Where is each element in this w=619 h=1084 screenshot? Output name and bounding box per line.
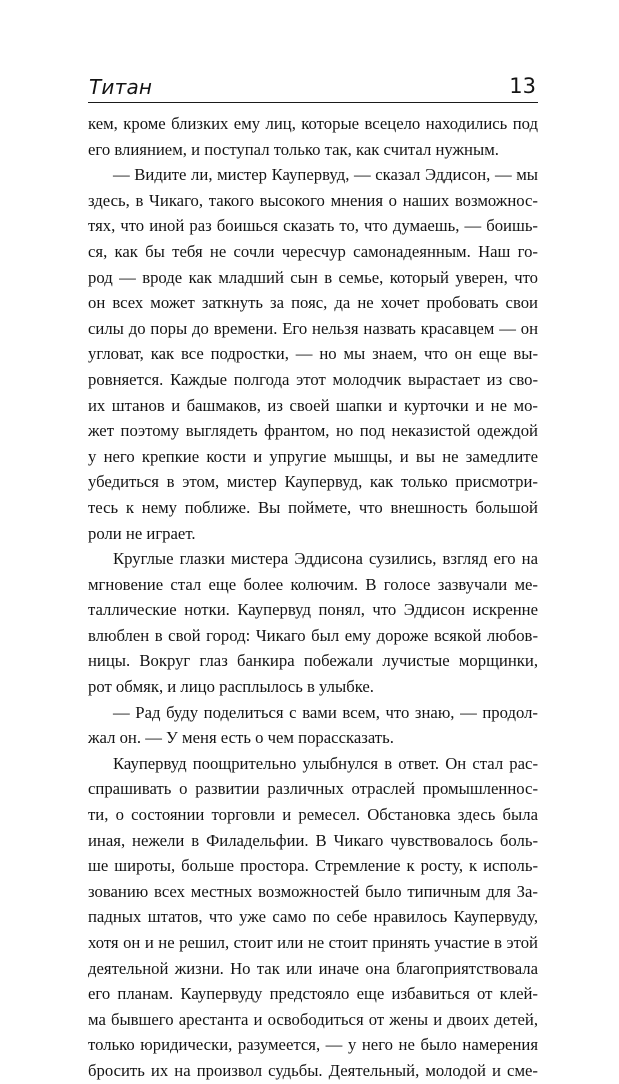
text-line: ровняется. Каждые полгода этот молодчик вырастает из сво- bbox=[88, 369, 538, 389]
text-line: Круглые глазки мистера Эддисона сузились, взгляд его на bbox=[113, 549, 538, 569]
text-line: зованию всех местных возможностей было типичным для За- bbox=[88, 881, 538, 901]
text-line: рот обмяк, и лицо расплылось в улыбке. bbox=[88, 677, 374, 697]
text-line: спрашивать о развитии различных отраслей промышленнос- bbox=[88, 779, 538, 799]
text-line: Каупервуд поощрительно улыбнулся в ответ. Он стал рас- bbox=[113, 753, 538, 773]
text-line: роли не играет. bbox=[88, 523, 196, 543]
text-line: угловат, как все подростки, — но мы знаем, что он еще вы- bbox=[88, 344, 538, 364]
text-line: силы до поры до времени. Его нельзя назвать красавцем — он bbox=[88, 318, 538, 338]
body-text bbox=[88, 111, 538, 1084]
text-line: падных штатов, что уже само по себе нравилось Каупервуду, bbox=[88, 907, 538, 927]
text-line: тесь к нему поближе. Вы поймете, что внешность большой bbox=[88, 497, 538, 517]
text-line: влюблен в свой город: Чикаго был ему дороже всякой любов- bbox=[88, 625, 538, 645]
text-line: бросить их на произвол судьбы. Деятельный, молодой и сме- bbox=[88, 1060, 538, 1080]
text-line: убедиться в этом, мистер Каупервуд, как только присмотри- bbox=[88, 472, 538, 492]
text-line: деятельной жизни. Но так или иначе она благоприятствовала bbox=[88, 958, 538, 978]
text-line: здесь, в Чикаго, такого высокого мнения о наших возможнос- bbox=[88, 190, 538, 210]
text-line: жет поэтому выглядеть франтом, но под неказистой одеждой bbox=[88, 421, 538, 441]
text-line: его планам. Каупервуду предстояло еще избавиться от клей- bbox=[88, 984, 538, 1004]
page-number: 13 bbox=[509, 74, 536, 98]
book-title: Титан bbox=[89, 75, 153, 99]
text-line: кем, кроме близких ему лиц, которые всецело находились под bbox=[88, 114, 538, 133]
text-line: ти, о состоянии торговли и ремесел. Обстановка здесь была bbox=[88, 805, 538, 825]
text-line: род — вроде как младший сын в семье, который уверен, что bbox=[88, 267, 538, 287]
text-line: таллические нотки. Каупервуд понял, что Эддисон искренне bbox=[88, 600, 538, 620]
text-line: хотя он и не решил, стоит или не стоит принять участие в этой bbox=[88, 933, 538, 952]
text-line: тях, что иной раз боишься сказать то, что думаешь, — боишь- bbox=[88, 216, 538, 236]
text-line: ма бывшего арестанта и освободиться от жены и двоих детей, bbox=[88, 1009, 538, 1029]
text-line: ницы. Вокруг глаз банкира побежали лучистые морщинки, bbox=[88, 651, 538, 671]
text-line: он всех может заткнуть за пояс, да не хочет пробовать свои bbox=[88, 293, 538, 313]
running-header bbox=[88, 68, 538, 103]
text-line: ся, как бы тебя не сочли чересчур самонадеянным. Наш го- bbox=[88, 241, 538, 261]
text-line: жал он. — У меня есть о чем порассказать. bbox=[88, 728, 394, 748]
text-line: ше широты, больше простора. Стремление к росту, к исполь- bbox=[88, 856, 538, 876]
text-line: мгновение стал еще более колючим. В голосе зазвучали ме- bbox=[88, 574, 538, 594]
text-line: у него крепкие кости и упругие мышцы, и вы не замедлите bbox=[88, 446, 538, 466]
book-page bbox=[88, 68, 538, 1084]
text-line: иная, нежели в Филадельфии. В Чикаго чувствовалось боль- bbox=[88, 830, 538, 850]
text-line: их штанов и башмаков, из своей шапки и курточки и не мо- bbox=[88, 395, 538, 415]
text-line: его влиянием, и поступал только так, как считал нужным. bbox=[88, 139, 499, 159]
text-line: только юридически, разумеется, — у него не было намерения bbox=[88, 1035, 538, 1055]
text-line: — Рад буду поделиться с вами всем, что знаю, — продол- bbox=[113, 702, 538, 722]
text-line: — Видите ли, мистер Каупервуд, — сказал Эддисон, — мы bbox=[113, 165, 538, 185]
